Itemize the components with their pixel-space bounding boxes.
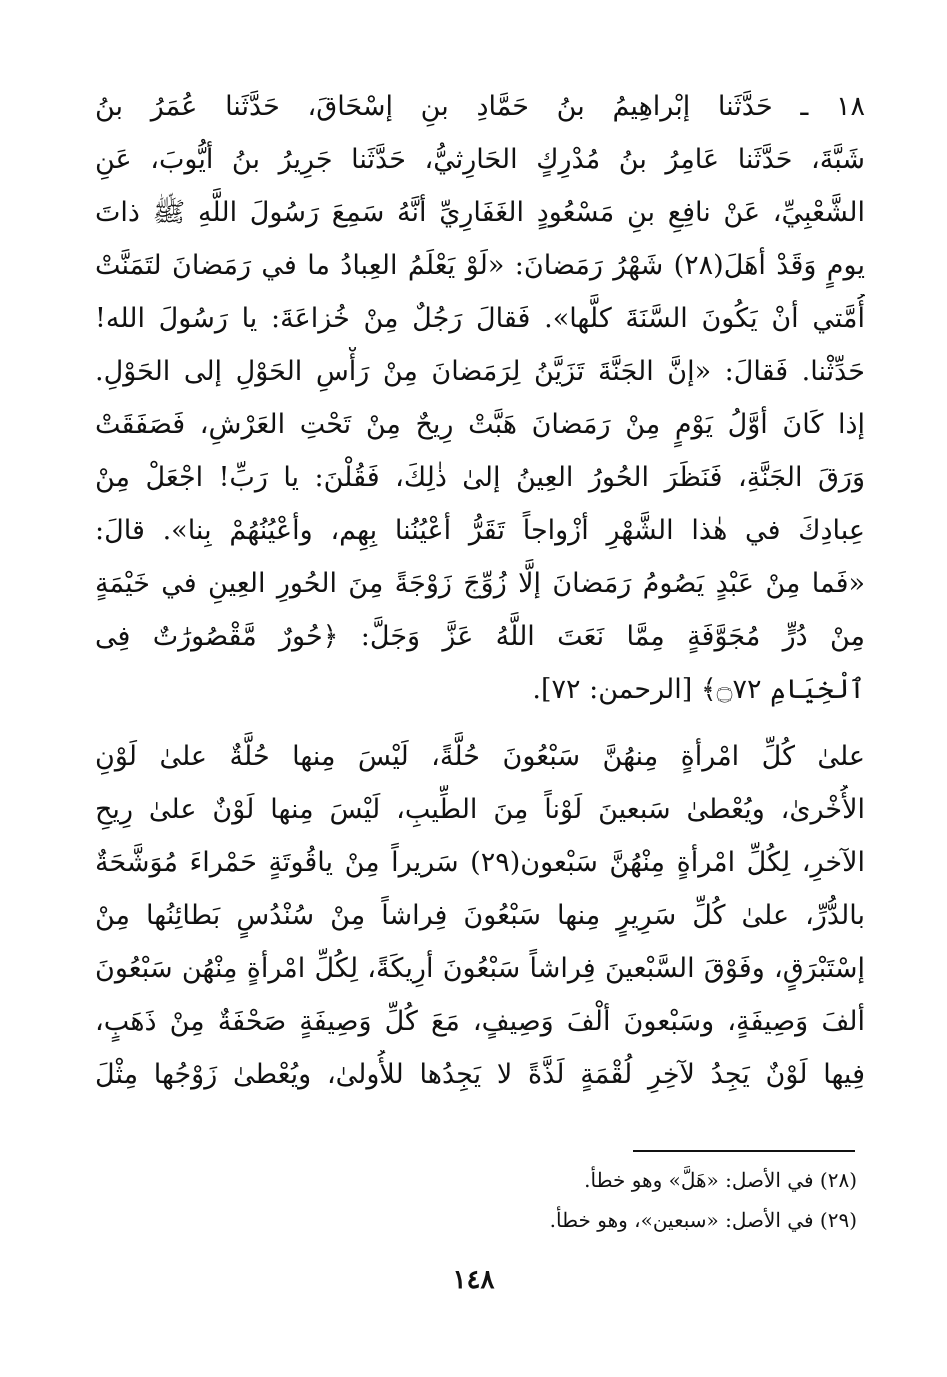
text-line: ٱلْخِيَامِ ۝٧٢﴾ [الرحمن: ٧٢].: [532, 674, 865, 705]
text-line: وَرَقَ الجَنَّةِ، فَنَظَرَ الحُورُ العِينُ إلىٰ ذٰلِكَ، فَقُلْنَ: يا رَبِّ! اجْعَلْ مِنْ: [95, 462, 865, 493]
text-line: أُمَّتي أنْ يَكُونَ السَّنَةَ كلَّها». فَقالَ رَجُلٌ مِنْ خُزاعَةَ: يا رَسُولَ الله!: [95, 303, 865, 334]
text-line: «فَما مِنْ عَبْدٍ يَصُومُ رَمَضانَ إلَّا زُوِّجَ زَوْجَةً مِنَ الحُورِ العِينِ في خَيْمَةٍ: [95, 568, 865, 599]
footnote-29: (٢٩) في الأصل: «سبعين»، وهو خطأ.: [549, 1208, 857, 1232]
text-line: الشَّعْبِيِّ، عَنْ نافِعِ بنِ مَسْعُودٍ الغَفَارِيِّ أنَّهُ سَمِعَ رَسُولَ اللَّهِ ﷺ ذاتَ: [95, 197, 865, 228]
text-line: بالدُّرِّ، علىٰ كُلِّ سَرِيرٍ مِنها سَبْعُونَ فِراشاً مِنْ سُنْدُسٍ بَطائِنُها مِنْ: [95, 900, 865, 931]
text-line: ١٨ ـ حَدَّثَنا إبْراهِيمُ بنُ حَمَّادِ بنِ إسْحَاقَ، حَدَّثَنا عُمَرُ بنُ: [95, 91, 865, 122]
text-line: مِنْ دُرٍّ مُجَوَّفَةٍ مِمَّا نَعَتَ اللَّهُ عَزَّ وَجَلَّ: ﴿حُورٌ مَّقْصُورَٰتٌ فِى: [95, 621, 865, 652]
text-line: شَبَّةَ، حَدَّثَنا عَامِرُ بنُ مُدْرِكٍ الحَارِثيُّ، حَدَّثَنا جَرِيرُ بنُ أيُّوبَ، عَنِ: [95, 144, 865, 175]
footnote-28: (٢٨) في الأصل: «هَلَّ» وهو خطأ.: [584, 1168, 857, 1192]
text-line: الأُخْرىٰ، ويُعْطىٰ سَبعينَ لَوْناً مِنَ الطِّيبِ، لَيْسَ مِنها لَوْنٌ علىٰ رِيحِ: [95, 794, 865, 825]
text-line: حَدِّثْنا. فَقالَ: «إنَّ الجَنَّةَ تَزَيَّنُ لِرَمَضانَ مِنْ رَأْسِ الحَوْلِ إلى الحَوْلِ.: [95, 356, 865, 387]
text-line: فِيها لَوْنٌ يَجِدُ لآخِرِ لُقْمَةٍ لَذَّةً لا يَجِدُها للأُولىٰ، ويُعْطىٰ زَوْجُها مِثْلَ: [95, 1059, 865, 1090]
footnote-divider: [633, 1150, 855, 1152]
paragraph-description: [95, 732, 865, 1112]
text-line: ألفَ وَصِيفَةٍ، وسَبْعونَ ألْفَ وَصِيفٍ، مَعَ كُلِّ وَصِيفَةٍ صَحْفَةٌ مِنْ ذَهَبٍ،: [95, 1006, 865, 1037]
page-number: ١٤٨: [452, 1265, 495, 1295]
text-line: إذا كَانَ أوَّلُ يَوْمٍ مِنْ رَمَضانَ هَبَّتْ رِيحٌ مِنْ تَحْتِ العَرْشِ، فَصَفَقَتْ: [95, 409, 865, 440]
paragraph-hadith: [95, 82, 865, 722]
text-line: علىٰ كُلِّ امْرأةٍ مِنهُنَّ سَبْعُونَ حُلَّةً، لَيْسَ مِنها حُلَّةٌ علىٰ لَوْنِ: [95, 741, 865, 772]
text-line: عِبادِكَ في هٰذا الشَّهْرِ أزْواجاً تَقَرُّ أعْيُنُنا بِهِم، وأعْيُنُهُمْ بِنا». قالَ:: [95, 515, 865, 546]
text-line: الآخرِ، لِكُلِّ امْرأةٍ مِنْهُنَّ سَبْعون(٢٩) سَريراً مِنْ ياقُوتَةٍ حَمْراءَ مُوَشَّحَةٌ: [95, 847, 865, 878]
text-line: إسْتَبْرَقٍ، وفَوْقَ السَّبْعينَ فِراشاً سَبْعُونَ أرِيكَةً، لِكُلِّ امْرأةٍ مِنْهُن سَبْعُونَ: [95, 953, 865, 984]
text-line: يومٍ وَقَدْ أهَلَ(٢٨) شَهْرُ رَمَضانَ: «لَوْ يَعْلَمُ العِبادُ ما في رَمَضانَ لتَمَنَّتْ: [95, 250, 865, 281]
